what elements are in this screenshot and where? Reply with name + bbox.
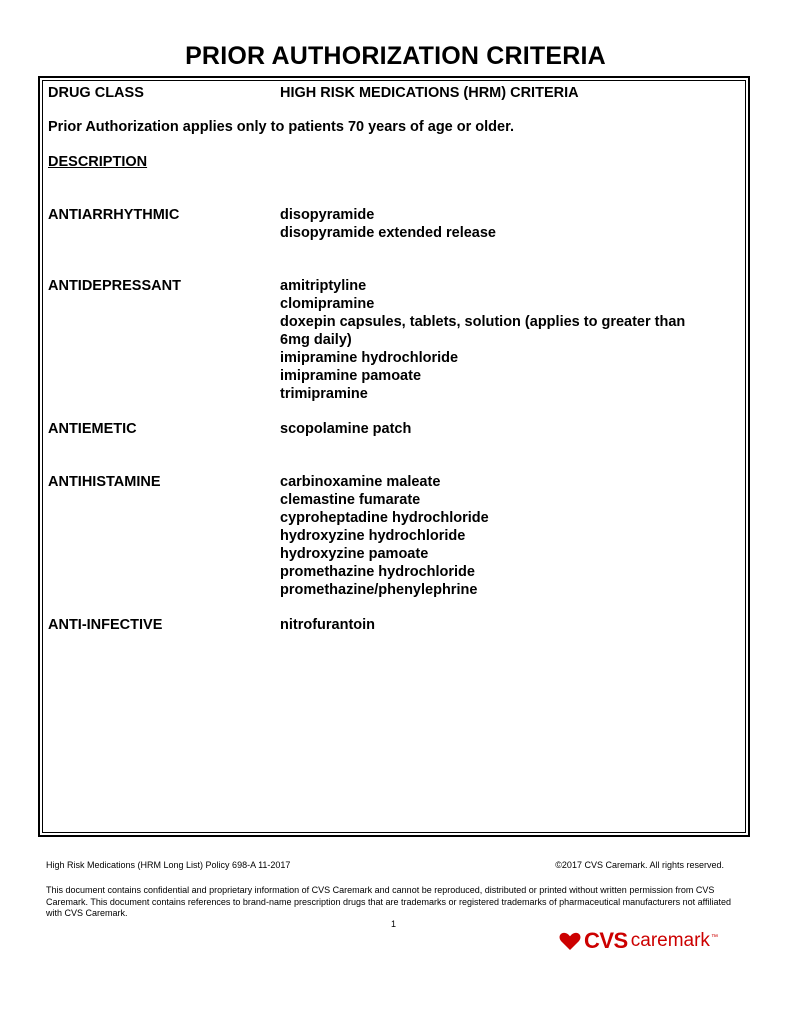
drug-class-label: DRUG CLASS (48, 85, 144, 101)
drug-class-group (48, 206, 738, 242)
drug-class-value: HIGH RISK MEDICATIONS (HRM) CRITERIA (280, 85, 579, 101)
drug-item: promethazine hydrochloride (280, 564, 475, 580)
drug-list (280, 206, 738, 242)
drug-list (280, 473, 738, 599)
drug-item: promethazine/phenylephrine (280, 582, 478, 598)
drug-item: carbinoxamine maleate (280, 474, 441, 490)
drug-item: disopyramide (280, 207, 375, 223)
drug-list (280, 420, 738, 438)
drug-class-name: ANTI-INFECTIVE (48, 617, 163, 633)
drug-item: cyproheptadine hydrochloride (280, 510, 489, 526)
drug-item: clomipramine (280, 296, 375, 312)
page-number: 1 (391, 919, 397, 929)
page-title: PRIOR AUTHORIZATION CRITERIA (185, 42, 606, 70)
logo-suffix: caremark (630, 930, 710, 951)
drug-item: trimipramine (280, 386, 368, 402)
description-heading: DESCRIPTION (48, 154, 148, 170)
cvs-caremark-logo (559, 928, 718, 954)
drug-class-group (48, 616, 738, 634)
drug-item: disopyramide extended release (280, 225, 496, 241)
drug-class-row (48, 84, 738, 102)
drug-list (280, 277, 738, 403)
drug-list (280, 616, 738, 634)
drug-class-group (48, 473, 738, 599)
drug-item: imipramine hydrochloride (280, 350, 459, 366)
logo-trademark: ™ (710, 934, 718, 941)
drug-item: imipramine pamoate (280, 368, 422, 384)
logo-brand: CVS (584, 928, 628, 953)
drug-item: hydroxyzine pamoate (280, 546, 429, 562)
drug-item: nitrofurantoin (280, 617, 376, 633)
drug-class-name: ANTIDEPRESSANT (48, 278, 181, 294)
drug-class-name: ANTIHISTAMINE (48, 474, 161, 490)
drug-item: hydroxyzine hydrochloride (280, 528, 466, 544)
drug-item: scopolamine patch (280, 421, 412, 437)
confidentiality-notice: This document contains confidential and proprietary information of CVS Caremark and cannot be reproduced, distributed or printed without written permission from CVS Caremark. This document contains references to brand-name prescription drugs that are trademarks or registered trademarks of pharmaceutical manufacturers not affiliated with CVS Caremark. (46, 885, 731, 918)
drug-class-group (48, 277, 738, 403)
footer-policy-line (46, 859, 724, 871)
copyright-notice: ©2017 CVS Caremark. All rights reserved. (555, 860, 724, 870)
drug-item: clemastine fumarate (280, 492, 421, 508)
policy-reference: High Risk Medications (HRM Long List) Policy 698-A 11-2017 (46, 860, 291, 870)
criteria-content (48, 84, 738, 634)
drug-item: 6mg daily) (280, 332, 352, 348)
heart-icon (559, 932, 581, 951)
drug-class-name: ANTIEMETIC (48, 421, 137, 437)
drug-item: doxepin capsules, tablets, solution (applies to greater than (280, 314, 686, 330)
intro-text: Prior Authorization applies only to patients 70 years of age or older. (48, 119, 514, 135)
drug-class-name: ANTIARRHYTHMIC (48, 207, 180, 223)
drug-class-group (48, 420, 738, 438)
drug-item: amitriptyline (280, 278, 367, 294)
